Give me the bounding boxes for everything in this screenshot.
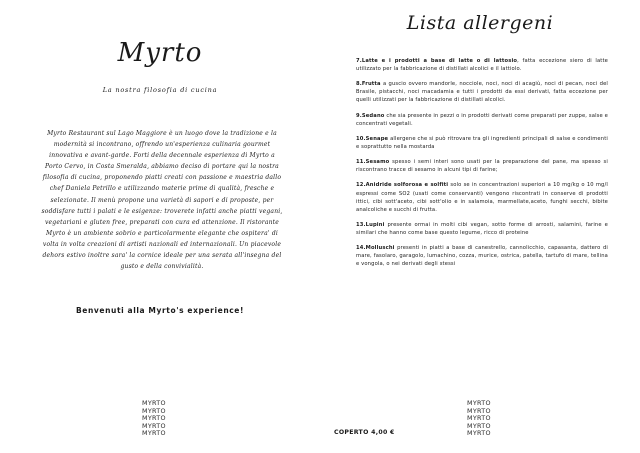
allergen-item	[356, 112, 608, 128]
allergen-description: presenti in piatti a base di canestrello, cannolicchio, capasanta, dattero di mare, fasolaro, garagolo, lumachino, cozza, murice, ostrica, patella, tartufo di mare, tellina e vongola, o nei derivati degli stessi	[356, 245, 608, 268]
philosophy-subtitle: La nostra filosofia di cucina	[102, 86, 218, 94]
allergen-item	[356, 221, 608, 237]
allergen-name: 11.Sesamo	[356, 159, 390, 166]
allergen-name: 8.Frutta	[356, 81, 381, 88]
allergen-item	[356, 181, 608, 213]
brand-title: Myrto	[117, 38, 203, 68]
allergen-description: spesso i semi interi sono usati per la preparazione del pane, ma spesso si riscontrano tracce di sesamo in alcuni tipi di farine;	[356, 159, 608, 174]
logo-line: MYRTO	[467, 429, 491, 438]
logo-line: MYRTO	[142, 414, 166, 423]
allergen-description: solo se in concentrazioni superiori a 10 mg/kg o 10 mg/l espressi come SO2 (usati come conservanti) vengono riscontrati in conserve di prodotti ittici, cibi sott'aceto, cibi sott'olio e in salamoia, marmellate,aceto, funghi secchi, bibite analcoliche e succhi di frutta.	[356, 182, 608, 213]
allergen-name: 14.Molluschi	[356, 245, 395, 252]
allergen-item	[356, 135, 608, 151]
allergen-name: 9.Sedano	[356, 112, 385, 119]
allergen-description: , fatta eccezione siero di latte utilizzato per la fabbricazione di distillati alcolici e il lattiolo.	[356, 58, 608, 73]
logo-line: MYRTO	[142, 421, 166, 430]
logo-line: MYRTO	[467, 399, 491, 407]
logo-line: MYRTO	[142, 429, 166, 438]
logo-line: MYRTO	[467, 414, 491, 423]
allergen-description: presente ormai in molti cibi vegan, sotto forme di arrosti, salamini, farine e similari che hanno come base questo legume, ricco di proteine	[356, 221, 608, 236]
logo-line: MYRTO	[142, 399, 166, 407]
allergen-list-title: Lista allergeni	[406, 12, 554, 34]
myrto-logo	[142, 400, 182, 438]
allergen-item	[356, 244, 608, 268]
logo-line: MYRTO	[467, 421, 491, 430]
allergen-description: allergene che si può ritrovare tra gli ingredienti principali di salse e condimenti e soprattutto nella mostarda	[356, 135, 608, 150]
allergen-name: 10.Senape	[356, 135, 389, 142]
intro-paragraph: Myrto Restaurant sul Lago Maggiore è un luogo dove la tradizione e la modernità si incontrano, offrendo un'esperienza culinaria gourmet innovativa e avant-garde. Forti della decennale esperienza di Myrto a Porto Cervo, in Costa Smeralda, abbiamo deciso di portare qui la nostra filosofia di cucina, proponendo piatti creati con passione e maestria dallo chef Daniela Petrillo e utilizzando materie prime di qualità, fresche e selezionate. Il menù propone una varietà di sapori e di proposte, per soddisfare tutti i palati e le esigenze: troverete infatti anche piatti vegani, vegetariani e gluten free, preparati con cura ed attenzione. Il ristorante Myrto è un ambiente sobrio e particolarmente elegante che ospitera' di volta in volta creazioni di artisti nazionali ed internazionali. Un piacevole dehors estivo inoltre sara' la cornice ideale per una serata all'insegna del gusto e della convivialità.	[41, 130, 283, 271]
right-page	[320, 0, 640, 453]
allergen-description: a guscio ovvero mandorle, nocciole, noci, noci di acagiù, noci di pecan, noci del Brasile, pistacchi, noci macadamia e tutti i prodotti da essi derivati, fatta eccezione per quelli utilizzati per la fabbricazione di distillati alcolici.	[356, 81, 608, 104]
welcome-message: Benvenuti alla Myrto's experience!	[75, 306, 245, 315]
allergen-item	[356, 80, 608, 104]
allergen-description: che sia presente in pezzi o in prodotti derivati come preparati per zuppe, salse e concentrati vegetali.	[356, 112, 609, 127]
myrto-logo	[467, 400, 507, 438]
allergen-item	[356, 57, 608, 73]
allergen-name: 13.Lupini	[356, 221, 385, 228]
cover-charge: COPERTO 4,00 €	[334, 429, 395, 436]
allergen-list	[356, 57, 608, 275]
logo-line: MYRTO	[142, 406, 166, 415]
allergen-name: 7.Latte e i prodotti a base di latte o di lattosio	[356, 58, 518, 64]
logo-line: MYRTO	[467, 406, 491, 415]
allergen-item	[356, 158, 608, 174]
allergen-name: 12.Anidride solforosa e solfiti	[356, 182, 449, 189]
